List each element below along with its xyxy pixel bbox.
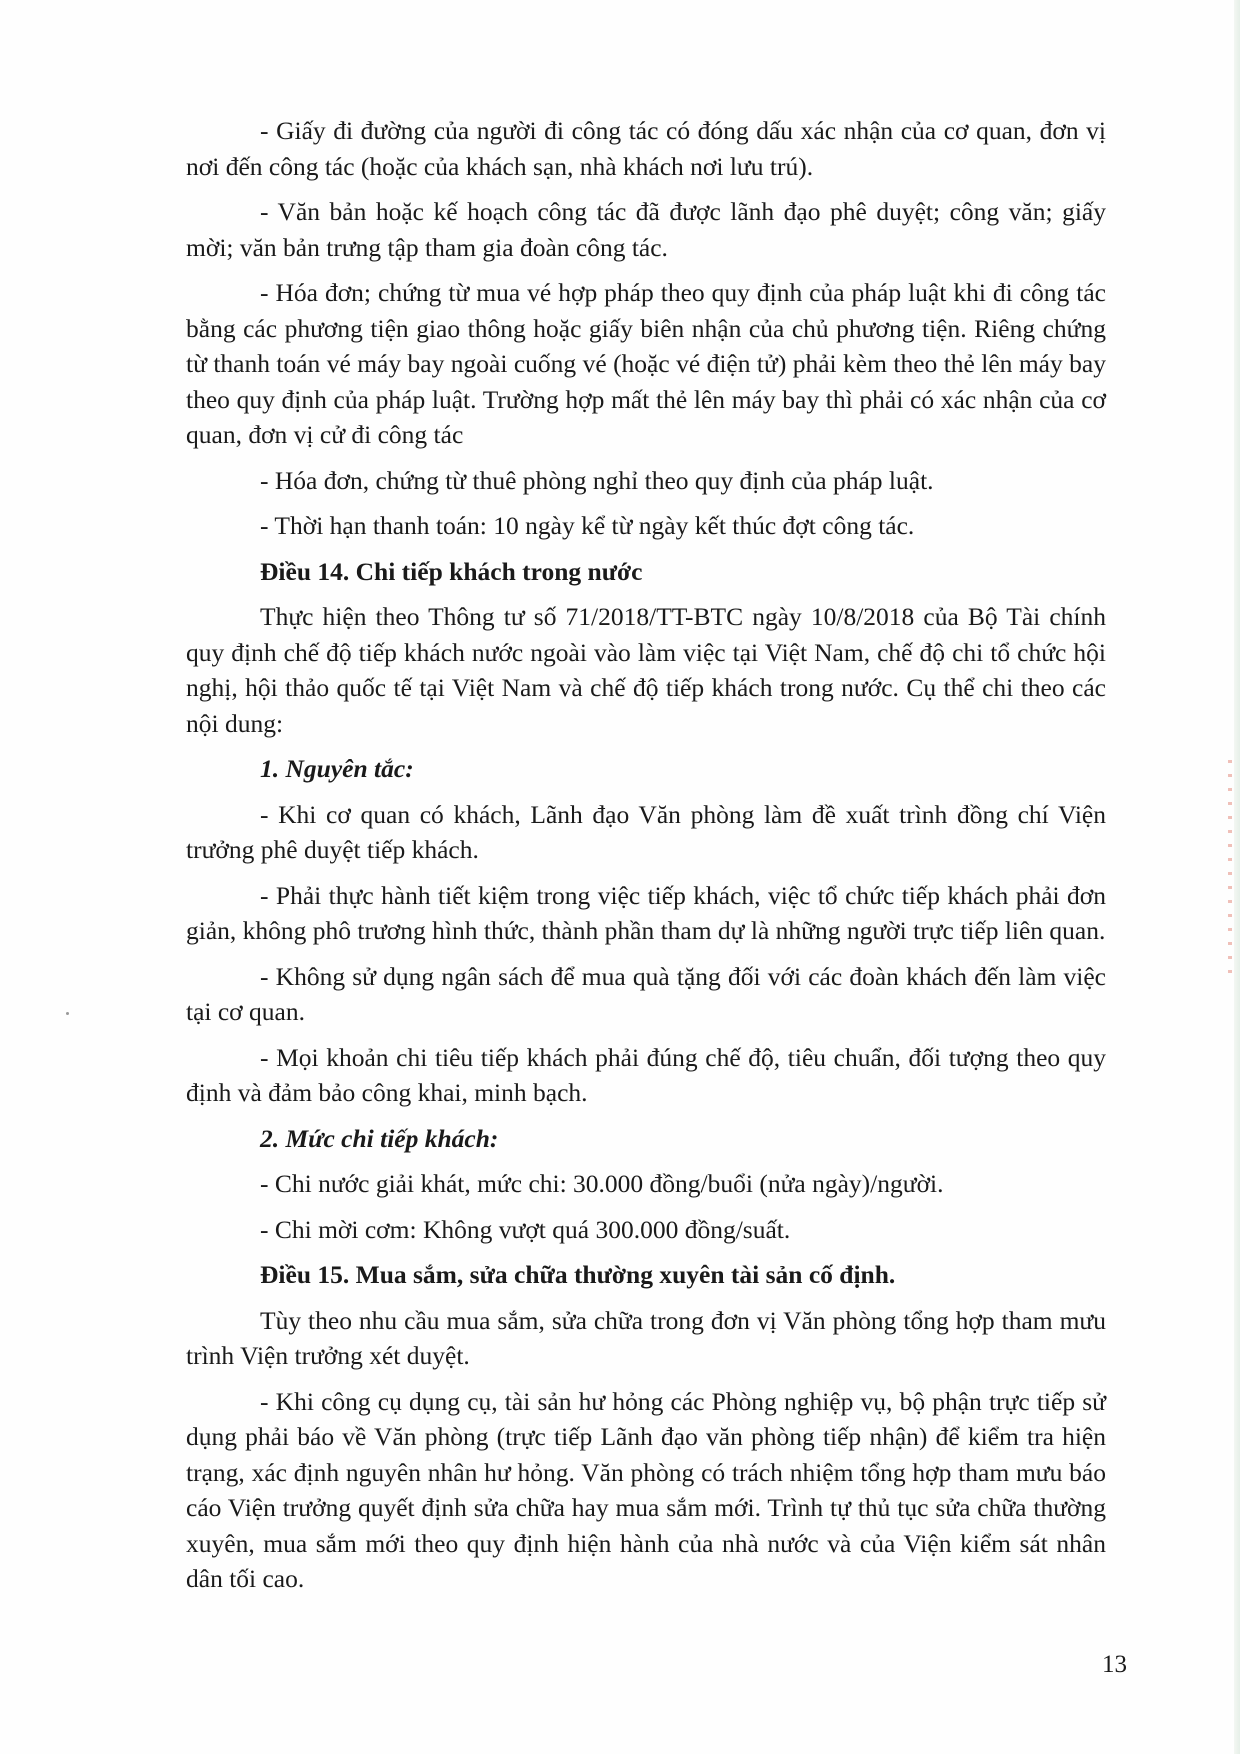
paragraph-circular-71: Thực hiện theo Thông tư số 71/2018/TT-BTC ngày 10/8/2018 của Bộ Tài chính quy định chế độ tiếp khách nước ngoài vào làm việc tại Việt Nam, chế độ chi tổ chức hội nghị, hội thảo quốc tế tại Việt Nam và chế độ tiếp khách trong nước. Cụ thể chi theo các nội dung: — [186, 602, 1106, 738]
paragraph-repair-procedure: - Khi công cụ dụng cụ, tài sản hư hỏng các Phòng nghiệp vụ, bộ phận trực tiếp sử dụng phải báo về Văn phòng (trực tiếp Lãnh đạo văn phòng tiếp nhận) để kiểm tra hiện trạng, xác định nguyên nhân hư hỏng. Văn phòng có trách nhiệm tổng hợp tham mưu báo cáo Viện trưởng quyết định sửa chữa hay mua sắm mới. Trình tự thủ tục sửa chữa thường xuyên, mua sắm mới theo quy định hiện hành của nhà nước và của Viện kiểm sát nhân dân tối cao. — [186, 1386, 1106, 1593]
paragraph-meal-rate: - Chi mời cơm: Không vượt quá 300.000 đồng/suất. — [260, 1214, 791, 1244]
document-body — [186, 113, 1106, 1607]
paragraph-procurement-needs: Tùy theo nhu cầu mua sắm, sửa chữa trong đơn vị Văn phòng tổng hợp tham mưu trình Viện trưởng xét duyệt. — [186, 1305, 1106, 1370]
paragraph-transparency: - Mọi khoản chi tiêu tiếp khách phải đúng chế độ, tiêu chuẩn, đối tượng theo quy định và đảm bảo công khai, minh bạch. — [186, 1042, 1106, 1107]
subheading-principles: 1. Nguyên tắc: — [260, 754, 414, 783]
paragraph-guest-proposal: - Khi cơ quan có khách, Lãnh đạo Văn phòng làm đề xuất trình đồng chí Viện trưởng phê duyệt tiếp khách. — [186, 799, 1106, 864]
paragraph-tickets-invoice: - Hóa đơn; chứng từ mua vé hợp pháp theo quy định của pháp luật khi đi công tác bằng các phương tiện giao thông hoặc giấy biên nhận của chủ phương tiện. Riêng chứng từ thanh toán vé máy bay ngoài cuống vé (hoặc vé điện tử) phải kèm theo thẻ lên máy bay theo quy định của pháp luật. Trường hợp mất thẻ lên máy bay thì phải có xác nhận của cơ quan, đơn vị cử đi công tác — [186, 278, 1106, 449]
paragraph-travel-permit: - Giấy đi đường của người đi công tác có đóng dấu xác nhận của cơ quan, đơn vị nơi đến công tác (hoặc của khách sạn, nhà khách nơi lưu trú). — [186, 116, 1106, 181]
heading-article-15: Điều 15. Mua sắm, sửa chữa thường xuyên tài sản cố định. — [260, 1260, 896, 1289]
scan-edge — [1234, 0, 1240, 1754]
paragraph-drinks-rate: - Chi nước giải khát, mức chi: 30.000 đồng/buổi (nửa ngày)/người. — [260, 1169, 944, 1198]
paragraph-room-invoice: - Hóa đơn, chứng từ thuê phòng nghỉ theo quy định của pháp luật. — [260, 465, 934, 495]
margin-annotation-mark — [1228, 760, 1232, 980]
heading-article-14: Điều 14. Chi tiếp khách trong nước — [260, 556, 643, 586]
page-number: 13 — [1102, 1651, 1127, 1678]
paragraph-no-gifts: - Không sử dụng ngân sách để mua quà tặng đối với các đoàn khách đến làm việc tại cơ quan. — [186, 961, 1106, 1026]
subheading-spending-levels: 2. Mức chi tiếp khách: — [260, 1123, 499, 1153]
paragraph-thrift: - Phải thực hành tiết kiệm trong việc tiếp khách, việc tổ chức tiếp khách phải đơn giản, không phô trương hình thức, thành phần tham dự là những người trực tiếp liên quan. — [186, 880, 1106, 945]
paragraph-payment-deadline: - Thời hạn thanh toán: 10 ngày kể từ ngày kết thúc đợt công tác. — [260, 511, 915, 540]
paragraph-work-plan: - Văn bản hoặc kế hoạch công tác đã được lãnh đạo phê duyệt; công văn; giấy mời; văn bản trưng tập tham gia đoàn công tác. — [186, 197, 1106, 262]
scan-speck — [66, 1012, 69, 1015]
